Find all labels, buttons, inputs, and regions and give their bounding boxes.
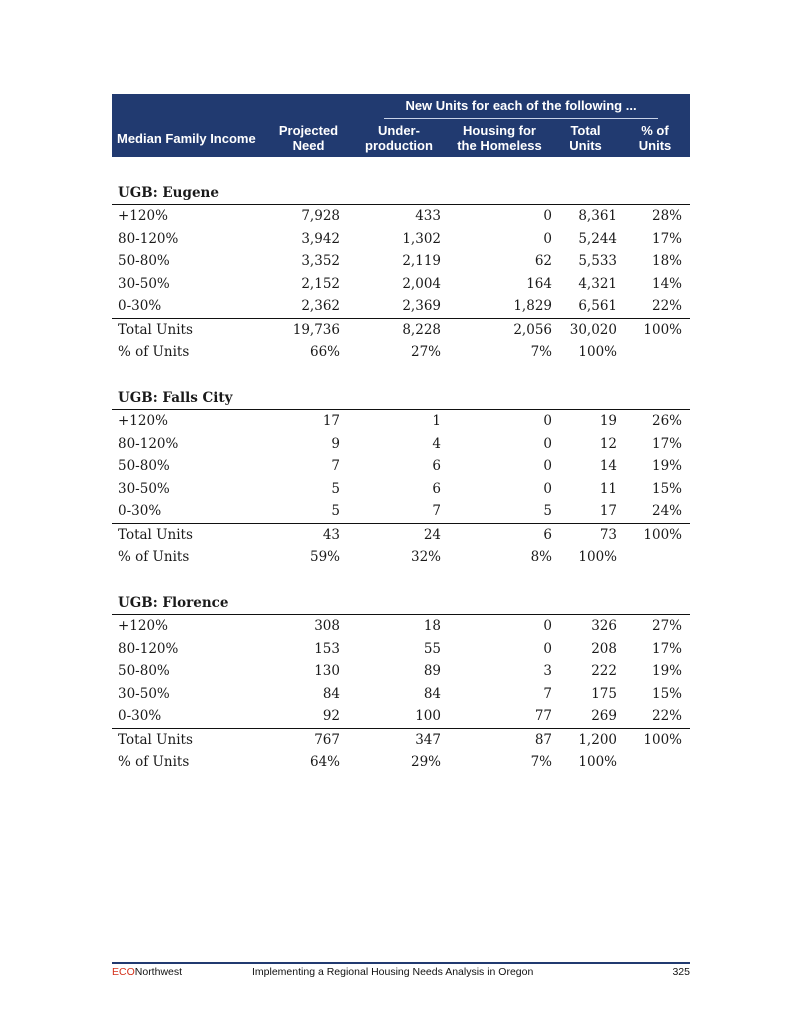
row-label: +120% xyxy=(118,618,168,634)
cell-underproduction: 29% xyxy=(410,754,441,770)
cell-total-units: 8,361 xyxy=(578,208,617,224)
cell-projected-need: 308 xyxy=(314,618,340,634)
row-label: +120% xyxy=(118,208,168,224)
cell-total-units: 17 xyxy=(599,503,617,519)
cell-total-units: 11 xyxy=(599,480,617,497)
table-row xyxy=(112,615,690,638)
cell-homeless: 6 xyxy=(543,526,552,543)
header-projected-need: Projected Need xyxy=(278,123,339,153)
page-number: 325 xyxy=(672,966,690,978)
cell-projected-need: 43 xyxy=(322,526,340,543)
percent-row xyxy=(112,341,690,364)
cell-homeless: 5 xyxy=(543,503,552,519)
cell-underproduction: 100 xyxy=(415,708,441,724)
section-title: UGB: Falls City xyxy=(112,387,690,410)
cell-percent-of-units: 22% xyxy=(651,708,682,724)
table-row xyxy=(112,478,690,501)
cell-total-units: 5,533 xyxy=(578,253,617,269)
footer-brand: ECONorthwest xyxy=(112,966,183,978)
cell-percent-of-units: 17% xyxy=(651,435,682,452)
cell-percent-of-units: 22% xyxy=(651,298,682,314)
cell-percent-of-units: 18% xyxy=(651,253,682,269)
cell-underproduction: 18 xyxy=(423,618,441,634)
table-row xyxy=(112,500,690,523)
cell-projected-need: 9 xyxy=(331,435,340,452)
cell-underproduction: 24 xyxy=(423,526,441,543)
table-row xyxy=(112,410,690,433)
table-section xyxy=(112,592,690,774)
cell-underproduction: 55 xyxy=(423,640,441,657)
column-group-rule xyxy=(384,118,658,119)
cell-underproduction: 2,369 xyxy=(402,298,441,314)
cell-underproduction: 433 xyxy=(415,208,441,224)
table-row xyxy=(112,205,690,228)
header-housing-for-homeless: Housing for the Homeless xyxy=(457,123,542,153)
table-row xyxy=(112,660,690,683)
cell-percent-of-units: 17% xyxy=(651,640,682,657)
cell-homeless: 0 xyxy=(543,640,552,657)
cell-projected-need: 66% xyxy=(309,344,340,360)
table-row xyxy=(112,250,690,273)
cell-underproduction: 89 xyxy=(423,663,441,679)
cell-homeless: 0 xyxy=(543,230,552,247)
cell-underproduction: 6 xyxy=(432,480,441,497)
total-row xyxy=(112,728,690,752)
footer-title: Implementing a Regional Housing Needs Analysis in Oregon xyxy=(252,966,534,978)
cell-projected-need: 767 xyxy=(314,731,340,748)
row-label: 50-80% xyxy=(118,458,170,474)
cell-projected-need: 59% xyxy=(309,549,340,565)
cell-total-units: 175 xyxy=(591,685,617,702)
cell-homeless: 1,829 xyxy=(513,298,552,314)
percent-row xyxy=(112,751,690,774)
cell-total-units: 269 xyxy=(591,708,617,724)
cell-projected-need: 7,928 xyxy=(301,208,340,224)
header-percent-of-units: % of Units xyxy=(638,123,672,153)
cell-underproduction: 27% xyxy=(410,344,441,360)
cell-total-units: 100% xyxy=(578,344,617,360)
cell-projected-need: 2,152 xyxy=(301,275,340,292)
cell-total-units: 326 xyxy=(591,618,617,634)
cell-underproduction: 32% xyxy=(410,549,441,565)
cell-percent-of-units: 28% xyxy=(651,208,682,224)
cell-projected-need: 2,362 xyxy=(301,298,340,314)
row-label: 30-50% xyxy=(118,480,170,497)
row-label: Total Units xyxy=(118,526,193,543)
cell-projected-need: 3,352 xyxy=(301,253,340,269)
cell-homeless: 7% xyxy=(530,754,552,770)
cell-homeless: 62 xyxy=(534,253,552,269)
row-label: 80-120% xyxy=(118,640,179,657)
cell-projected-need: 130 xyxy=(314,663,340,679)
table-row xyxy=(112,433,690,456)
row-label: % of Units xyxy=(118,754,190,770)
cell-underproduction: 2,004 xyxy=(402,275,441,292)
table-row xyxy=(112,228,690,251)
cell-underproduction: 1 xyxy=(432,413,441,429)
cell-total-units: 5,244 xyxy=(578,230,617,247)
cell-percent-of-units: 24% xyxy=(651,503,682,519)
cell-percent-of-units: 14% xyxy=(651,275,682,292)
cell-homeless: 164 xyxy=(526,275,552,292)
row-label: % of Units xyxy=(118,344,190,360)
cell-total-units: 4,321 xyxy=(578,275,617,292)
cell-underproduction: 7 xyxy=(432,503,441,519)
cell-total-units: 222 xyxy=(591,663,617,679)
table-section xyxy=(112,182,690,364)
header-underproduction: Under- production xyxy=(365,123,433,153)
cell-homeless: 8% xyxy=(530,549,552,565)
cell-total-units: 100% xyxy=(578,754,617,770)
cell-total-units: 30,020 xyxy=(569,321,617,338)
cell-projected-need: 7 xyxy=(331,458,340,474)
total-row xyxy=(112,318,690,342)
cell-underproduction: 4 xyxy=(432,435,441,452)
cell-percent-of-units: 19% xyxy=(651,458,682,474)
cell-percent-of-units: 100% xyxy=(643,321,682,338)
cell-percent-of-units: 26% xyxy=(651,413,682,429)
cell-homeless: 0 xyxy=(543,413,552,429)
cell-homeless: 0 xyxy=(543,480,552,497)
cell-percent-of-units: 19% xyxy=(651,663,682,679)
table-row xyxy=(112,295,690,318)
cell-projected-need: 19,736 xyxy=(292,321,340,338)
cell-homeless: 7% xyxy=(530,344,552,360)
cell-projected-need: 5 xyxy=(331,503,340,519)
cell-underproduction: 347 xyxy=(415,731,441,748)
row-label: 80-120% xyxy=(118,230,179,247)
row-label: 0-30% xyxy=(118,708,162,724)
cell-underproduction: 84 xyxy=(423,685,441,702)
cell-homeless: 0 xyxy=(543,435,552,452)
cell-underproduction: 2,119 xyxy=(402,253,441,269)
cell-projected-need: 17 xyxy=(322,413,340,429)
cell-homeless: 7 xyxy=(543,685,552,702)
cell-percent-of-units: 100% xyxy=(643,731,682,748)
section-title: UGB: Eugene xyxy=(112,182,690,205)
cell-underproduction: 8,228 xyxy=(402,321,441,338)
cell-percent-of-units: 15% xyxy=(651,480,682,497)
cell-underproduction: 6 xyxy=(432,458,441,474)
cell-projected-need: 3,942 xyxy=(301,230,340,247)
cell-total-units: 100% xyxy=(578,549,617,565)
cell-total-units: 208 xyxy=(591,640,617,657)
row-label: % of Units xyxy=(118,549,190,565)
row-label: 50-80% xyxy=(118,663,170,679)
cell-projected-need: 84 xyxy=(322,685,340,702)
header-total-units: Total Units xyxy=(569,123,602,153)
cell-total-units: 73 xyxy=(599,526,617,543)
row-label: Total Units xyxy=(118,321,193,338)
row-label: 50-80% xyxy=(118,253,170,269)
column-group-label: New Units for each of the following ... xyxy=(405,98,637,113)
cell-total-units: 19 xyxy=(599,413,617,429)
table-row xyxy=(112,638,690,661)
cell-homeless: 0 xyxy=(543,458,552,474)
cell-projected-need: 92 xyxy=(322,708,340,724)
row-label: 0-30% xyxy=(118,298,162,314)
footer-rule xyxy=(112,962,690,964)
cell-homeless: 3 xyxy=(543,663,552,679)
row-label: 0-30% xyxy=(118,503,162,519)
row-label: 30-50% xyxy=(118,685,170,702)
cell-homeless: 0 xyxy=(543,208,552,224)
cell-projected-need: 64% xyxy=(309,754,340,770)
row-label: 30-50% xyxy=(118,275,170,292)
table-section xyxy=(112,387,690,569)
cell-projected-need: 153 xyxy=(314,640,340,657)
cell-underproduction: 1,302 xyxy=(402,230,441,247)
row-label: Total Units xyxy=(118,731,193,748)
cell-percent-of-units: 17% xyxy=(651,230,682,247)
cell-percent-of-units: 100% xyxy=(643,526,682,543)
cell-total-units: 14 xyxy=(599,458,617,474)
header-median-family-income: Median Family Income xyxy=(117,131,256,146)
table-header xyxy=(112,94,690,157)
cell-homeless: 77 xyxy=(534,708,552,724)
cell-projected-need: 5 xyxy=(331,480,340,497)
percent-row xyxy=(112,546,690,569)
row-label: +120% xyxy=(118,413,168,429)
row-label: 80-120% xyxy=(118,435,179,452)
cell-percent-of-units: 15% xyxy=(651,685,682,702)
table-row xyxy=(112,683,690,706)
cell-homeless: 0 xyxy=(543,618,552,634)
cell-total-units: 6,561 xyxy=(578,298,617,314)
table-row xyxy=(112,705,690,728)
cell-percent-of-units: 27% xyxy=(651,618,682,634)
section-title: UGB: Florence xyxy=(112,592,690,615)
cell-homeless: 2,056 xyxy=(513,321,552,338)
table-row xyxy=(112,273,690,296)
total-row xyxy=(112,523,690,547)
cell-homeless: 87 xyxy=(534,731,552,748)
table-row xyxy=(112,455,690,478)
cell-total-units: 12 xyxy=(599,435,617,452)
cell-total-units: 1,200 xyxy=(578,731,617,748)
